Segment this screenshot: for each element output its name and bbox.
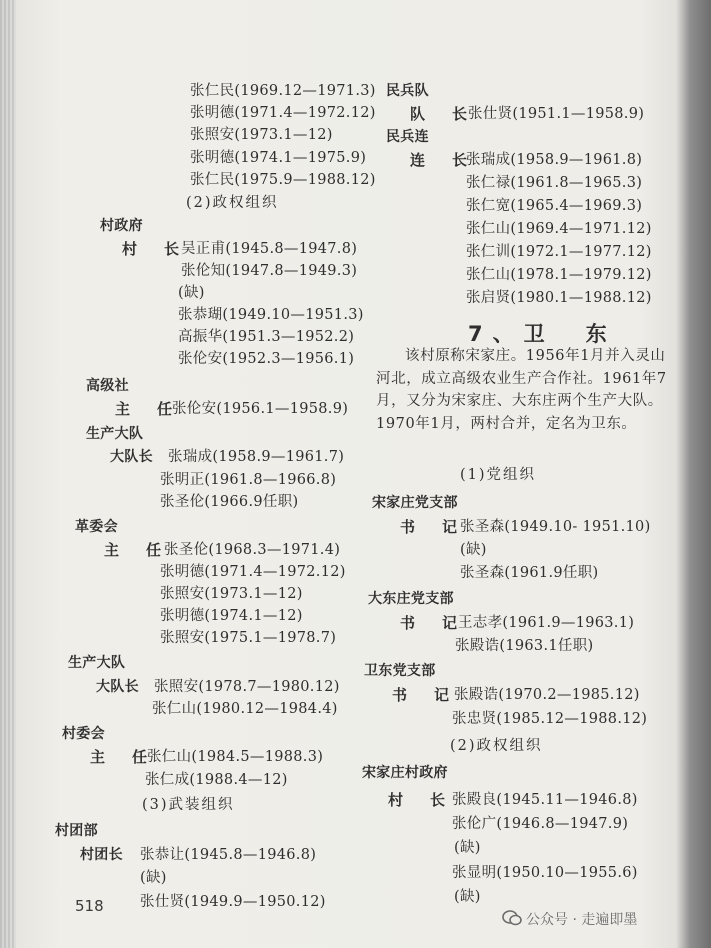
entry: 张仁禄(1961.8—1965.3) bbox=[466, 175, 643, 191]
org-heading: 村政府 bbox=[100, 218, 143, 234]
entry: 张殿良(1945.11—1946.8) bbox=[452, 792, 638, 808]
entry: 张明德(1971.4—1972.12) bbox=[160, 564, 346, 580]
role-label: 大队长 bbox=[110, 449, 153, 465]
org-heading: 卫东党支部 bbox=[364, 663, 436, 679]
entry: 张殿诰(1963.1任职) bbox=[455, 638, 594, 654]
entry: 张明正(1961.8—1966.8) bbox=[160, 472, 337, 488]
entry: 张仁民(1969.12—1971.3) bbox=[190, 83, 376, 99]
entry: 张照安(1975.1—1978.7) bbox=[160, 630, 337, 646]
org-heading: 村团部 bbox=[55, 823, 98, 839]
role-label: 村 长 bbox=[122, 240, 186, 258]
entry: 张伦广(1946.8—1947.9) bbox=[452, 816, 629, 832]
org-heading: 高级社 bbox=[86, 378, 129, 394]
section-heading: (2)政权组织 bbox=[186, 195, 279, 211]
entry: 张殿诰(1970.2—1985.12) bbox=[454, 687, 640, 703]
entry: 张照安(1978.7—1980.12) bbox=[154, 679, 340, 695]
watermark bbox=[502, 909, 637, 930]
section-heading: (1)党组织 bbox=[460, 467, 537, 483]
entry: 张瑞成(1958.9—1961.7) bbox=[168, 449, 345, 465]
entry: 张仁山(1978.1—1979.12) bbox=[466, 267, 652, 283]
entry: 张仁山(1980.12—1984.4) bbox=[152, 701, 338, 717]
entry: 张仁山(1969.4—1971.12) bbox=[466, 221, 652, 237]
entry: (缺) bbox=[454, 840, 481, 856]
entry: 张伦安(1956.1—1958.9) bbox=[172, 401, 349, 417]
entry: 张圣伦(1968.3—1971.4) bbox=[164, 542, 341, 558]
role-label: 主 任 bbox=[104, 541, 168, 559]
entry: 张伦知(1947.8—1949.3) bbox=[181, 263, 358, 279]
role-label: 村团长 bbox=[80, 847, 123, 863]
entry: 张仕贤(1951.1—1958.9) bbox=[468, 106, 645, 122]
org-heading: 生产大队 bbox=[86, 426, 144, 442]
org-heading: 村委会 bbox=[62, 726, 105, 742]
org-heading: 革委会 bbox=[75, 519, 118, 535]
entry: 张恭让(1945.8—1946.8) bbox=[140, 847, 317, 863]
entry: 张明德(1974.1—12) bbox=[160, 608, 303, 624]
watermark-text: 公众号 · 走遍即墨 bbox=[526, 912, 638, 928]
entry: 张恭瑚(1949.10—1951.3) bbox=[178, 307, 364, 323]
entry: 张圣森(1961.9任职) bbox=[460, 565, 599, 581]
entry: 张圣森(1949.10- 1951.10) bbox=[460, 519, 651, 535]
wechat-icon bbox=[502, 910, 522, 930]
page-stack-edge bbox=[0, 0, 16, 948]
entry: 张仕贤(1949.9—1950.12) bbox=[140, 894, 326, 910]
page-number: 518 bbox=[75, 897, 104, 915]
section-heading: (3)武装组织 bbox=[142, 797, 235, 813]
org-heading: 民兵队 bbox=[386, 83, 429, 99]
role-label: 连 长 bbox=[410, 151, 474, 169]
org-heading: 大东庄党支部 bbox=[368, 591, 454, 607]
entry: 张明德(1971.4—1972.12) bbox=[190, 105, 376, 121]
role-label: 书 记 bbox=[400, 614, 464, 632]
entry: 张仁成(1988.4—12) bbox=[145, 772, 288, 788]
entry: 张照安(1973.1—12) bbox=[160, 586, 303, 602]
entry: 张忠贤(1985.12—1988.12) bbox=[452, 711, 648, 727]
section-heading: (2)政权组织 bbox=[450, 738, 543, 754]
org-heading: 宋家庄党支部 bbox=[372, 495, 458, 511]
role-label: 书 记 bbox=[392, 686, 456, 704]
entry: 张显明(1950.10—1955.6) bbox=[452, 865, 638, 881]
entry: (缺) bbox=[140, 870, 167, 886]
entry: 张启贤(1980.1—1988.12) bbox=[466, 290, 652, 306]
role-label: 主 任 bbox=[90, 748, 154, 766]
entry: 张圣伦(1966.9任职) bbox=[160, 494, 299, 510]
entry: (缺) bbox=[454, 889, 481, 905]
entry: 张明德(1974.1—1975.9) bbox=[190, 150, 367, 166]
village-description: 该村原称宋家庄。1956年1月并入灵山河北，成立高级农业生产合作社。1961年7月，又分为宋家庄、大东庄两个生产大队。1970年1月，两村合并，定名为卫东。 bbox=[376, 348, 667, 432]
entry: (缺) bbox=[460, 542, 487, 558]
org-heading: 民兵连 bbox=[386, 129, 429, 145]
entry: 吴正甫(1945.8—1947.8) bbox=[181, 241, 358, 257]
entry: (缺) bbox=[178, 285, 205, 301]
village-title: 7、卫 东 bbox=[468, 322, 617, 346]
role-label: 队 长 bbox=[410, 105, 474, 123]
role-label: 大队长 bbox=[96, 679, 139, 695]
entry: 王志孝(1961.9—1963.1) bbox=[458, 615, 635, 631]
org-heading: 宋家庄村政府 bbox=[362, 765, 448, 781]
role-label: 书 记 bbox=[400, 518, 464, 536]
entry: 张照安(1973.1—12) bbox=[190, 127, 333, 143]
role-label: 主 任 bbox=[115, 400, 179, 418]
entry: 张仁民(1975.9—1988.12) bbox=[190, 172, 376, 188]
entry: 张仁训(1972.1—1977.12) bbox=[466, 244, 652, 260]
entry: 张仁山(1984.5—1988.3) bbox=[147, 749, 324, 765]
entry: 张伦安(1952.3—1956.1) bbox=[178, 351, 355, 367]
entry: 张瑞成(1958.9—1961.8) bbox=[466, 152, 643, 168]
org-heading: 生产大队 bbox=[68, 655, 126, 671]
role-label: 村 长 bbox=[388, 791, 452, 809]
entry: 张仁宽(1965.4—1969.3) bbox=[466, 198, 643, 214]
entry: 高振华(1951.3—1952.2) bbox=[178, 329, 355, 345]
